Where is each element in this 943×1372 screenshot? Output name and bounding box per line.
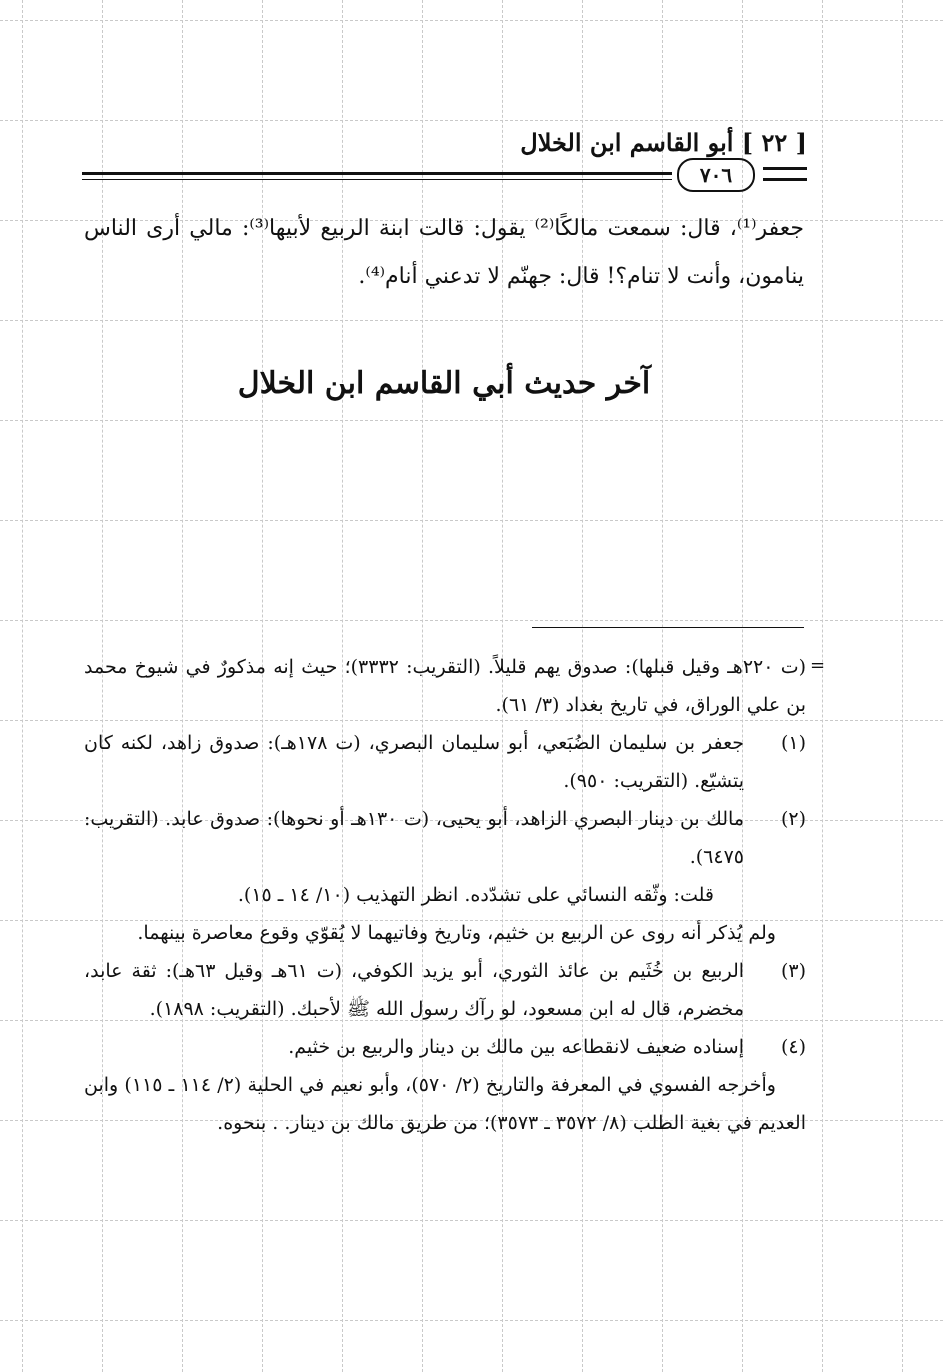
footnote-text: جعفر بن سليمان الضُبَعي، أبو سليمان البصري، (ت ١٧٨هـ): صدوق زاهد، لكنه كان يتشيّع. (التقريب: ٩٥٠). [84, 732, 744, 792]
grid-line [0, 120, 943, 121]
footnote-comment: قلت: وثّقه النسائي على تشدّده. انظر التهذيب (١٠/ ١٤ ـ ١٥). [237, 884, 714, 906]
continuation-mark: = [810, 655, 826, 676]
footnote-item [84, 724, 806, 800]
closing-title: آخر حديث أبي القاسم ابن الخلال [237, 366, 651, 401]
header-rule [82, 179, 672, 180]
grid-line [0, 1320, 943, 1321]
grid-line [22, 0, 23, 1372]
footnote-continuation: (ت ٢٢٠هـ وقيل قبلها): صدوق يهم قليلاً. (التقريب: ٣٣٣٢)؛ حيث إنه مذكورٌ في شيوخ محمد بن علي الوراق، في تاريخ بغداد (٣/ ٦١). [84, 656, 806, 716]
main-paragraph: جعفر⁽¹⁾، قال: سمعت مالكًا⁽²⁾ يقول: قالت ابنة الربيع لأبيها⁽³⁾: مالي أرى الناس ينامون، وأنت لا تنام؟! قال: جهنّم لا تدعني أنام⁽⁴⁾. [84, 216, 804, 289]
footnote-text: مالك بن دينار البصري الزاهد، أبو يحيى، (ت ١٣٠هـ أو نحوها): صدوق عابد. (التقريب: ٦٤٧٥). [84, 808, 744, 868]
footnote-separator [532, 627, 804, 628]
footnote-number: (٢) [780, 808, 806, 830]
page-header [82, 128, 807, 198]
page-number-ornament [763, 167, 807, 181]
footnote-number: (٣) [780, 960, 806, 982]
grid-line [0, 520, 943, 521]
grid-line [0, 420, 943, 421]
footnote-text: إسناده ضعيف لانقطاعه بين مالك بن دينار والربيع بن خثيم. [288, 1036, 744, 1058]
footnote-number: (١) [780, 732, 806, 754]
footnote-comment: وأخرجه الفسوي في المعرفة والتاريخ (٢/ ٥٧٠)، وأبو نعيم في الحلية (٢/ ١١٤ ـ ١١٥) وابن العديم في بغية الطلب (٨/ ٣٥٧٢ ـ ٣٥٧٣)؛ من طريق مالك بن دينار. . بنحوه. [84, 1074, 806, 1134]
grid-line [0, 320, 943, 321]
running-title: [ ٢٢ ] أبو القاسم ابن الخلال [520, 128, 807, 157]
page-number: ٧٠٦ [677, 158, 755, 192]
grid-line [822, 0, 823, 1372]
footnotes [84, 648, 806, 1142]
footnote-comment: ولم يُذكر أنه روى عن الربيع بن خثيم، وتاريخ وفاتيهما لا يُقوّي وقوع معاصرة بينهما. [137, 922, 776, 944]
footnote-item [84, 952, 806, 1028]
footnote-item [84, 1028, 806, 1066]
footnote-number: (٤) [780, 1036, 806, 1058]
grid-line [0, 20, 943, 21]
grid-line [0, 620, 943, 621]
grid-line [0, 1220, 943, 1221]
header-rule [82, 172, 672, 175]
footnote-text: الربيع بن خُثَيم بن عائذ الثوري، أبو يزيد الكوفي، (ت ٦١هـ وقيل ٦٣هـ): ثقة عابد، مخضرم، قال له ابن مسعود، لو رآك رسول الله ﷺ لأحبك. (التقريب: ١٨٩٨). [84, 960, 745, 1020]
grid-line [902, 0, 903, 1372]
footnote-item [84, 800, 806, 876]
main-text [84, 205, 804, 301]
